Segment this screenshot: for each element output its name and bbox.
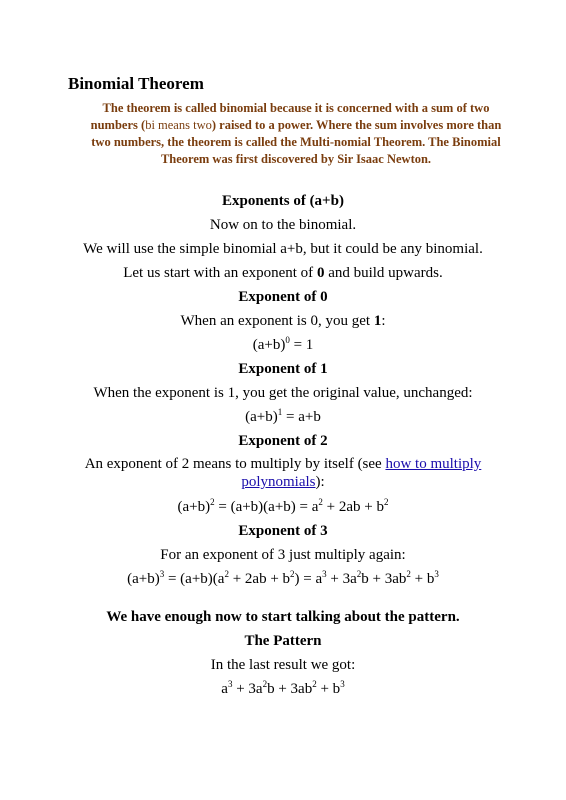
- equation-exponent-3: [0, 567, 566, 591]
- eq-term: + 2ab + b: [228, 571, 291, 587]
- text-bold-one: 1: [373, 313, 382, 329]
- heading-exponent-0: Exponent of 0: [238, 289, 328, 305]
- eq-power: 2: [262, 679, 268, 689]
- heading-exponent-1: Exponent of 1: [238, 361, 328, 377]
- text-last-result: In the last result we got:: [210, 657, 356, 673]
- eq-power: 3: [434, 569, 439, 579]
- eq-term: + 2ab + b: [322, 499, 384, 515]
- eq-power: 2: [290, 569, 295, 579]
- text-segment: When an exponent is 0, you get: [180, 313, 374, 329]
- eq-term: + b: [410, 571, 435, 587]
- eq-power: 2: [383, 497, 389, 507]
- eq-term: (a+b): [177, 499, 211, 515]
- intro-bi-note: bi means two: [145, 118, 212, 132]
- equation-exponent-1: [0, 405, 566, 429]
- heading-exponents-ab: Exponents of (a+b): [222, 193, 344, 209]
- eq-power: 2: [312, 679, 317, 689]
- eq-power: 3: [227, 679, 233, 689]
- intro-paragraph: [86, 100, 506, 168]
- eq-term: ) = a: [294, 571, 323, 587]
- text-exponent-2: [73, 453, 493, 491]
- eq-power: 2: [224, 569, 229, 579]
- eq-power: 1: [277, 407, 283, 417]
- doc-body: [0, 189, 566, 701]
- text-exponent-1: When the exponent is 1, you get the original value, unchanged:: [93, 385, 473, 401]
- eq-power: 3: [159, 569, 165, 579]
- eq-term: (a+b): [245, 409, 278, 425]
- heading-the-pattern: The Pattern: [244, 633, 322, 649]
- intro-text-2: ) raised to a power. Where the sum involves more than two numbers, the theorem is called the Multi-nomial Theorem. The Binomial Theorem was first discovered by Sir Isaac Newton.: [91, 118, 502, 166]
- text-segment: and build upwards.: [324, 265, 443, 281]
- eq-term: (a+b): [252, 337, 286, 353]
- eq-term: a: [221, 681, 228, 697]
- eq-term: b + 3ab: [267, 681, 313, 697]
- eq-power: 3: [322, 569, 327, 579]
- eq-term: + 3a: [326, 571, 357, 587]
- intro-text-1: The theorem is called binomial because it is concerned with a sum of two numbers (: [90, 101, 490, 132]
- eq-power: 2: [318, 497, 323, 507]
- eq-power: 3: [340, 679, 345, 689]
- text-exponent-3: For an exponent of 3 just multiply again:: [160, 547, 406, 563]
- equation-exponent-2: [0, 495, 566, 519]
- eq-term: b + 3ab: [361, 571, 407, 587]
- text-simple-binomial: We will use the simple binomial a+b, but it could be any binomial.: [83, 241, 483, 257]
- equation-last-result: [0, 677, 566, 701]
- heading-exponent-2: Exponent of 2: [238, 433, 328, 449]
- eq-term: = a+b: [282, 409, 321, 425]
- eq-power: 2: [356, 569, 362, 579]
- text-start-exponent: [0, 261, 566, 285]
- eq-term: + 3a: [232, 681, 263, 697]
- spacer: [0, 591, 566, 605]
- eq-power: 0: [285, 335, 290, 345]
- eq-term: = 1: [289, 337, 314, 353]
- eq-term: (a+b): [127, 571, 160, 587]
- text-segment: ):: [315, 474, 325, 490]
- eq-power: 2: [406, 569, 411, 579]
- doc-title: Binomial Theorem: [68, 74, 204, 93]
- eq-term: + b: [316, 681, 341, 697]
- text-pattern-intro: We have enough now to start talking about the pattern.: [106, 609, 460, 625]
- heading-exponent-3: Exponent of 3: [238, 523, 328, 539]
- eq-power: 2: [210, 497, 215, 507]
- equation-exponent-0: [0, 333, 566, 357]
- text-segment: Let us start with an exponent of: [123, 265, 317, 281]
- text-bold-zero: 0: [316, 265, 325, 281]
- eq-term: = (a+b)(a: [164, 571, 225, 587]
- text-segment: :: [381, 313, 386, 329]
- link-how-to-multiply-polynomials[interactable]: how to multiply polynomials: [241, 456, 482, 490]
- text-segment: An exponent of 2 means to multiply by itself (see: [84, 456, 386, 472]
- eq-term: = (a+b)(a+b) = a: [214, 499, 319, 515]
- text-now-binomial: Now on to the binomial.: [209, 217, 357, 233]
- text-exponent-0: [0, 309, 566, 333]
